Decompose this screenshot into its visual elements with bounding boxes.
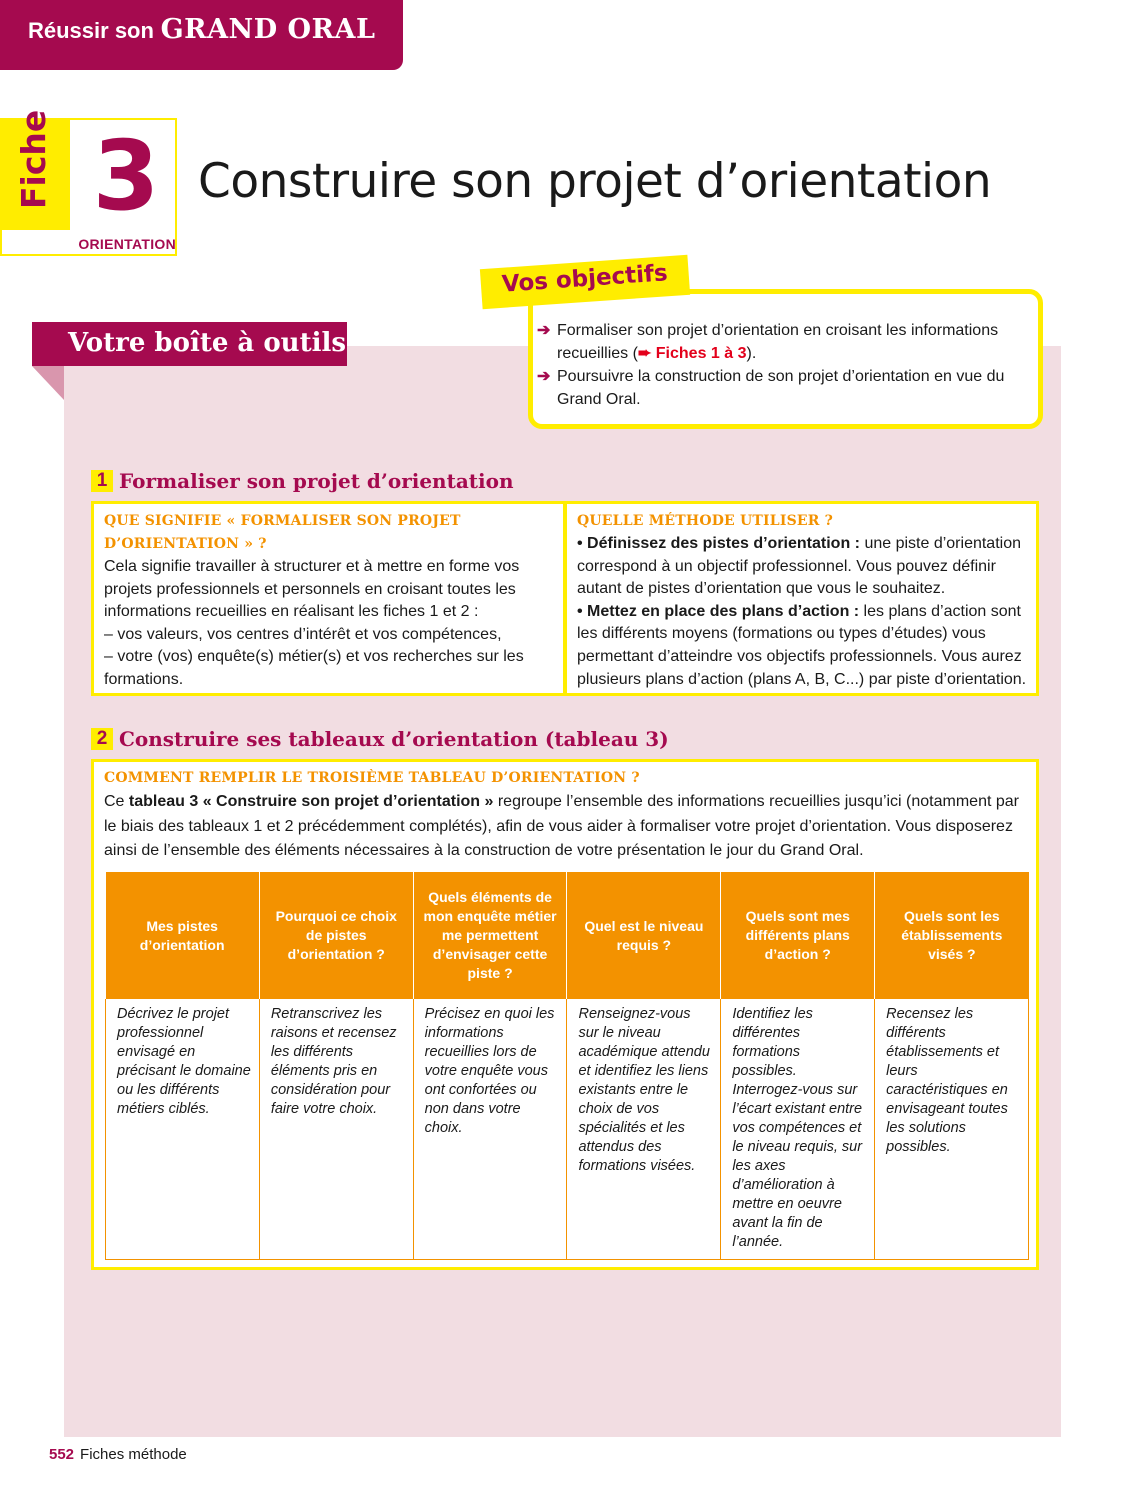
method-point: [577, 601, 1027, 691]
meaning-box: [91, 501, 566, 696]
banner-title: [28, 14, 375, 45]
method-point: [577, 533, 1027, 601]
table-header: Mes pistes d’orientation: [106, 872, 260, 999]
table-header-row: [106, 872, 1029, 999]
fiche-number: 3: [92, 120, 160, 232]
section-number: 1: [91, 470, 113, 492]
section-2-heading: [91, 727, 669, 751]
meaning-bullet: – votre (vos) enquête(s) métier(s) et vos recherches sur les formations.: [104, 648, 524, 688]
page-title: Construire son projet d’orientation: [198, 154, 992, 209]
table-header: Quels sont mes différents plans d’action ?: [721, 872, 875, 999]
method-point-text: une piste d’orientation correspond à un objectif professionnel. Vous pouvez définir autant de pistes d’orientation que vous le souhaitez.: [577, 535, 1021, 598]
objectives-box: [528, 289, 1043, 429]
objective-text: Formaliser son projet d’orientation en croisant les informations recueillies (: [557, 322, 999, 362]
description-end: regroupe l’ensemble des informations recueillies jusqu’ici (notamment par le biais des tableaux 1 et 2 précédemment complétés), afin de vous aider à formaliser votre projet d’orientation. Vous disposerez ainsi de l’ensemble des éléments nécessaires à la construction de votre présentation le jour du Grand Oral.: [104, 793, 1019, 859]
fiche-label: Fiche: [14, 109, 53, 209]
arrow-right-icon: ➔: [537, 322, 551, 339]
table-cell: Renseignez-vous sur le niveau académique attendu et identifiez les liens existants entre le choix de vos spécialités et les attendus des formations visées.: [567, 999, 721, 1260]
meaning-intro: Cela signifie travailler à structurer et à mettre en forme vos projets professionnels et personnels en croisant toutes les informations recueillies en réalisant les fiches 1 et 2 :: [104, 558, 520, 621]
section-1-heading: [91, 469, 514, 493]
arrow-right-icon: ➔: [537, 368, 551, 385]
objectives-tag-label: Vos objectifs: [501, 260, 669, 298]
table-row: [106, 999, 1029, 1260]
page-number: 552: [49, 1446, 75, 1463]
table-cell: Précisez en quoi les informations recueillies lors de votre enquête vous ont confortées ou non dans votre choix.: [413, 999, 567, 1260]
meaning-question: QUE SIGNIFIE « FORMALISER SON PROJET D’ORIENTATION » ?: [104, 513, 461, 552]
description-start: Ce: [104, 793, 129, 810]
table-cell: Recensez les différents établissements et leurs caractéristiques en envisageant toutes les solutions possibles.: [875, 999, 1029, 1260]
section-number: 2: [91, 728, 113, 750]
table-header: Quel est le niveau requis ?: [567, 872, 721, 999]
footer-label: Fiches méthode: [80, 1446, 187, 1463]
table-question: COMMENT REMPLIR LE TROISIÈME TABLEAU D’ORIENTATION ?: [104, 770, 640, 786]
banner-big-text: GRAND ORAL: [160, 14, 376, 45]
table-header: Quels sont les établissements visés ?: [875, 872, 1029, 999]
meaning-bullet: – vos valeurs, vos centres d’intérêt et vos compétences,: [104, 625, 502, 643]
toolbox-header: [32, 322, 347, 366]
toolbox-title: Votre boîte à outils: [68, 328, 346, 358]
objective-item: [537, 319, 1027, 365]
objective-item: [537, 365, 1027, 411]
method-box: [564, 501, 1039, 696]
table-header: Quels éléments de mon enquête métier me permettent d’envisager cette piste ?: [413, 872, 567, 999]
method-point-text: les plans d’action sont les différents moyens (formations ou types d’études) vous permettant d’atteindre vos objectifs professionnels. Vous aurez plusieurs plans d’action (plans A, B, C...) par piste d’orientation.: [577, 602, 1027, 688]
method-point-bold: • Mettez en place des plans d’action :: [577, 602, 860, 620]
table-cell: Identifiez les différentes formations possibles. Interrogez-vous sur l’écart existant entre vos compétences et le niveau requis, sur les axes d’amélioration à mettre en oeuvre avant la fin de l’année.: [721, 999, 875, 1260]
objective-text-tail: ).: [746, 345, 757, 362]
method-point-bold: • Définissez des pistes d’orientation :: [577, 535, 860, 552]
section-title: Formaliser son projet d’orientation: [119, 469, 514, 493]
banner-small-text: Réussir son: [28, 18, 154, 43]
orientation-table: [105, 872, 1029, 1260]
fiche-reference-link[interactable]: ➨ Fiches 1 à 3: [637, 345, 747, 362]
fiche-category: ORIENTATION: [78, 236, 176, 252]
table-header: Pourquoi ce choix de pistes d’orientation ?: [259, 872, 413, 999]
header-banner: [0, 0, 403, 70]
section-title: Construire ses tableaux d’orientation (tableau 3): [119, 727, 669, 751]
method-question: QUELLE MÉTHODE UTILISER ?: [577, 513, 834, 529]
table-cell: Retranscrivez les raisons et recensez les différents éléments pris en considération pour faire votre choix.: [259, 999, 413, 1260]
table-instructions-box: [91, 759, 1039, 1270]
toolbox-ribbon-fold: [32, 366, 64, 400]
page-footer: [49, 1446, 187, 1463]
table-cell: Décrivez le projet professionnel envisagé en précisant le domaine ou les différents métiers ciblés.: [106, 999, 260, 1260]
description-bold: tableau 3 « Construire son projet d’orientation »: [128, 793, 494, 810]
objective-text: Poursuivre la construction de son projet d’orientation en vue du Grand Oral.: [557, 368, 1005, 408]
table-description: [104, 790, 1034, 864]
